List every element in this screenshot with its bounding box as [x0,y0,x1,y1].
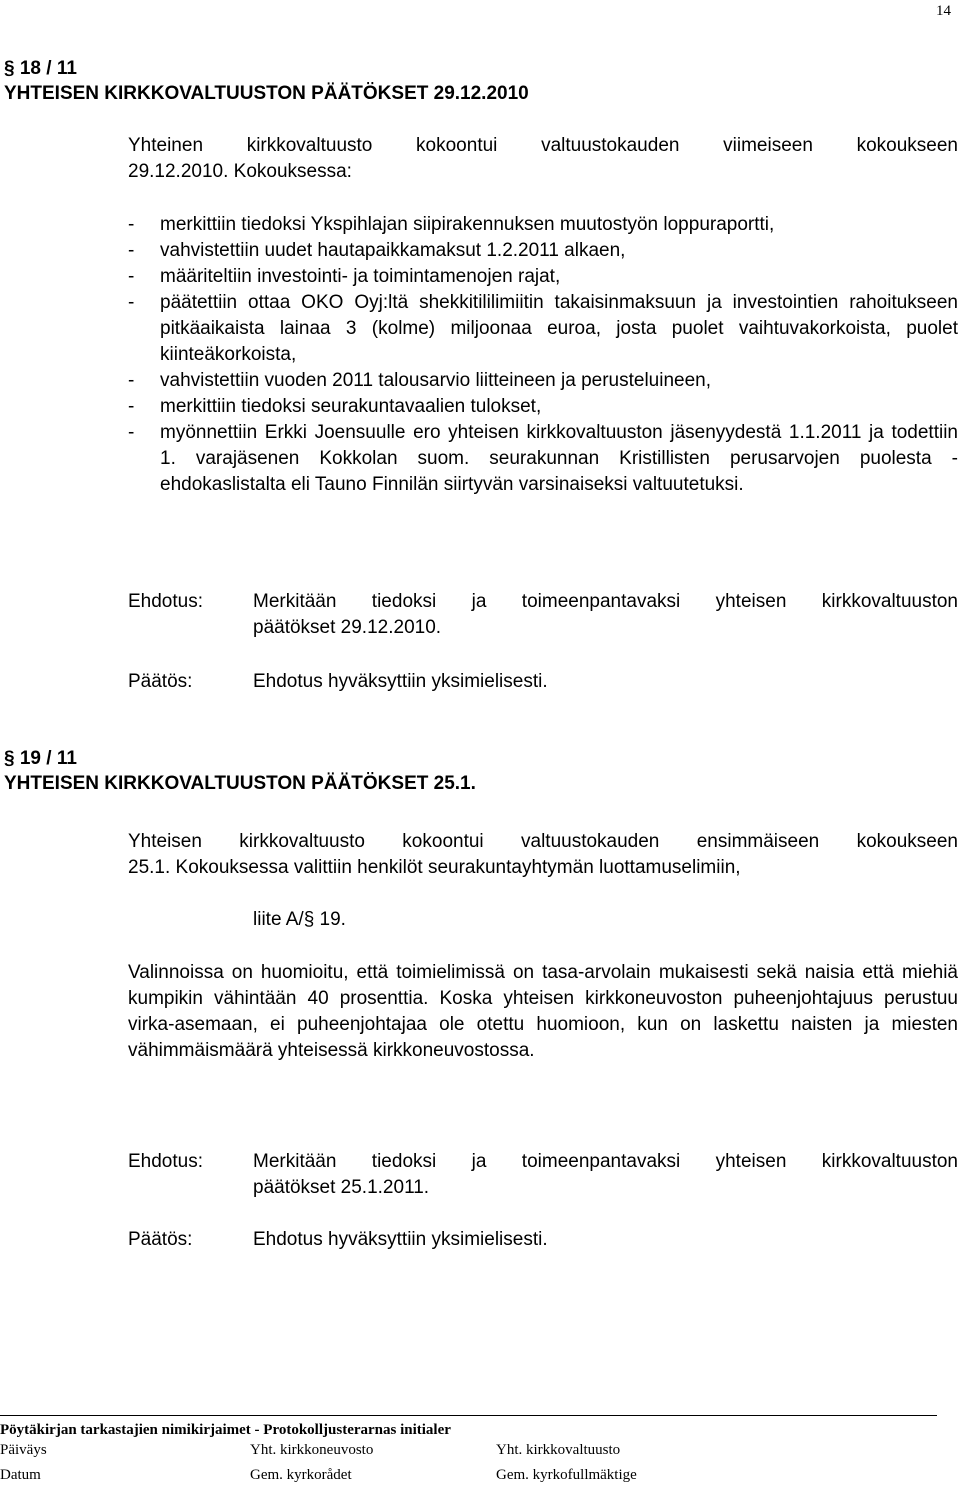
intro-line: Yhteinen kirkkovaltuusto kokoontui valtuustokauden viimeiseen kokoukseen [128,135,958,156]
list-item: - merkittiin tiedoksi seurakuntavaalien tulokset, [128,394,958,420]
proposal-text [253,1149,958,1201]
list-item: - määriteltiin investointi- ja toimintamenojen rajat, [128,264,958,290]
proposal-label: Ehdotus: [128,1151,203,1172]
decision-list [128,212,958,498]
section-18 [0,56,960,106]
section-intro [128,829,958,881]
section-title: YHTEISEN KIRKKOVALTUUSTON PÄÄTÖKSET 29.12.2010 [4,83,529,104]
footer-title: Pöytäkirjan tarkastajien nimikirjaimet - Protokolljusterarnas initialer [0,1422,451,1438]
list-item: - vahvistettiin uudet hautapaikkamaksut 1.2.2011 alkaen, [128,238,958,264]
proposal-line: päätökset 25.1.2011. [253,1177,430,1198]
proposal-text [253,589,958,641]
decision-label: Päätös: [128,671,193,692]
list-item: - myönnettiin Erkki Joensuulle ero yhteisen kirkkovaltuuston jäsenyydestä 1.1.2011 ja todettiin 1. varajäsenen Kokkolan suom. seurakunnan Kristillisten perusarvojen puolesta -ehdokaslistalta eli Tauno Finnilän siirtyvän varsinaiseksi valtuutetuksi. [128,420,958,498]
section-number: § 18 / 11 [4,58,77,79]
section-title: YHTEISEN KIRKKOVALTUUSTON PÄÄTÖKSET 25.1. [4,773,476,794]
decision-text: Ehdotus hyväksyttiin yksimielisesti. [253,671,548,692]
page-number: 14 [936,3,951,19]
list-item: - päätettiin ottaa OKO Oyj:ltä shekkitililimiitin takaisinmaksuun ja investointien rahoitukseen pitkäaikaista lainaa 3 (kolme) miljoonaa euroa, josta puolet vaihtuvakorkoista, puolet kiinteäkorkoista, [128,290,958,368]
attachment-reference: liite A/§ 19. [253,909,346,930]
intro-line: Yhteisen kirkkovaltuusto kokoontui valtuustokauden ensimmäiseen kokoukseen [128,831,958,852]
proposal-line: päätökset 29.12.2010. [253,617,442,638]
proposal-line: Merkitään tiedoksi ja toimeenpantavaksi yhteisen kirkkovaltuuston [253,591,958,612]
section-19 [0,746,960,796]
footer-label: Yht. kirkkovaltuusto [496,1442,621,1458]
section-intro [128,133,958,185]
intro-line: 25.1. Kokouksessa valittiin henkilöt seurakuntayhtymän luottamuselimiin, [128,857,741,878]
footer-column-council [250,1438,373,1488]
proposal-line: Merkitään tiedoksi ja toimeenpantavaksi yhteisen kirkkovaltuuston [253,1151,958,1172]
intro-line: 29.12.2010. Kokouksessa: [128,161,352,182]
proposal-row [128,589,958,641]
decision-row [128,669,958,695]
footer-label: Datum [0,1467,41,1483]
footer-label: Gem. kyrkorådet [250,1467,352,1483]
footer-divider [0,1415,937,1416]
proposal-row [128,1149,958,1201]
list-item: - vahvistettiin vuoden 2011 talousarvio liitteineen ja perusteluineen, [128,368,958,394]
footer [0,1418,937,1483]
section-number: § 19 / 11 [4,748,77,769]
footer-label: Päiväys [0,1442,47,1458]
footer-column-assembly [496,1438,637,1488]
footer-label: Yht. kirkkoneuvosto [250,1442,374,1458]
decision-text: Ehdotus hyväksyttiin yksimielisesti. [253,1229,548,1250]
footer-column-date [0,1438,47,1488]
list-item: - merkittiin tiedoksi Ykspihlajan siipirakennuksen muutostyön loppuraportti, [128,212,958,238]
body-paragraph: Valinnoissa on huomioitu, että toimielimissä on tasa-arvolain mukaisesti sekä naisia että miehiä kumpikin vähintään 40 prosenttia. Koska yhteisen kirkkoneuvoston puheenjohtajuus perustuu virka-asemaan, ei puheenjohtajaa ole otettu huomioon, kun on laskettu naisten ja miesten vähimmäismäärä yhteisessä kirkkoneuvostossa. [128,962,958,1061]
footer-label: Gem. kyrkofullmäktige [496,1467,637,1483]
decision-row [128,1227,958,1253]
decision-label: Päätös: [128,1229,193,1250]
proposal-label: Ehdotus: [128,591,203,612]
